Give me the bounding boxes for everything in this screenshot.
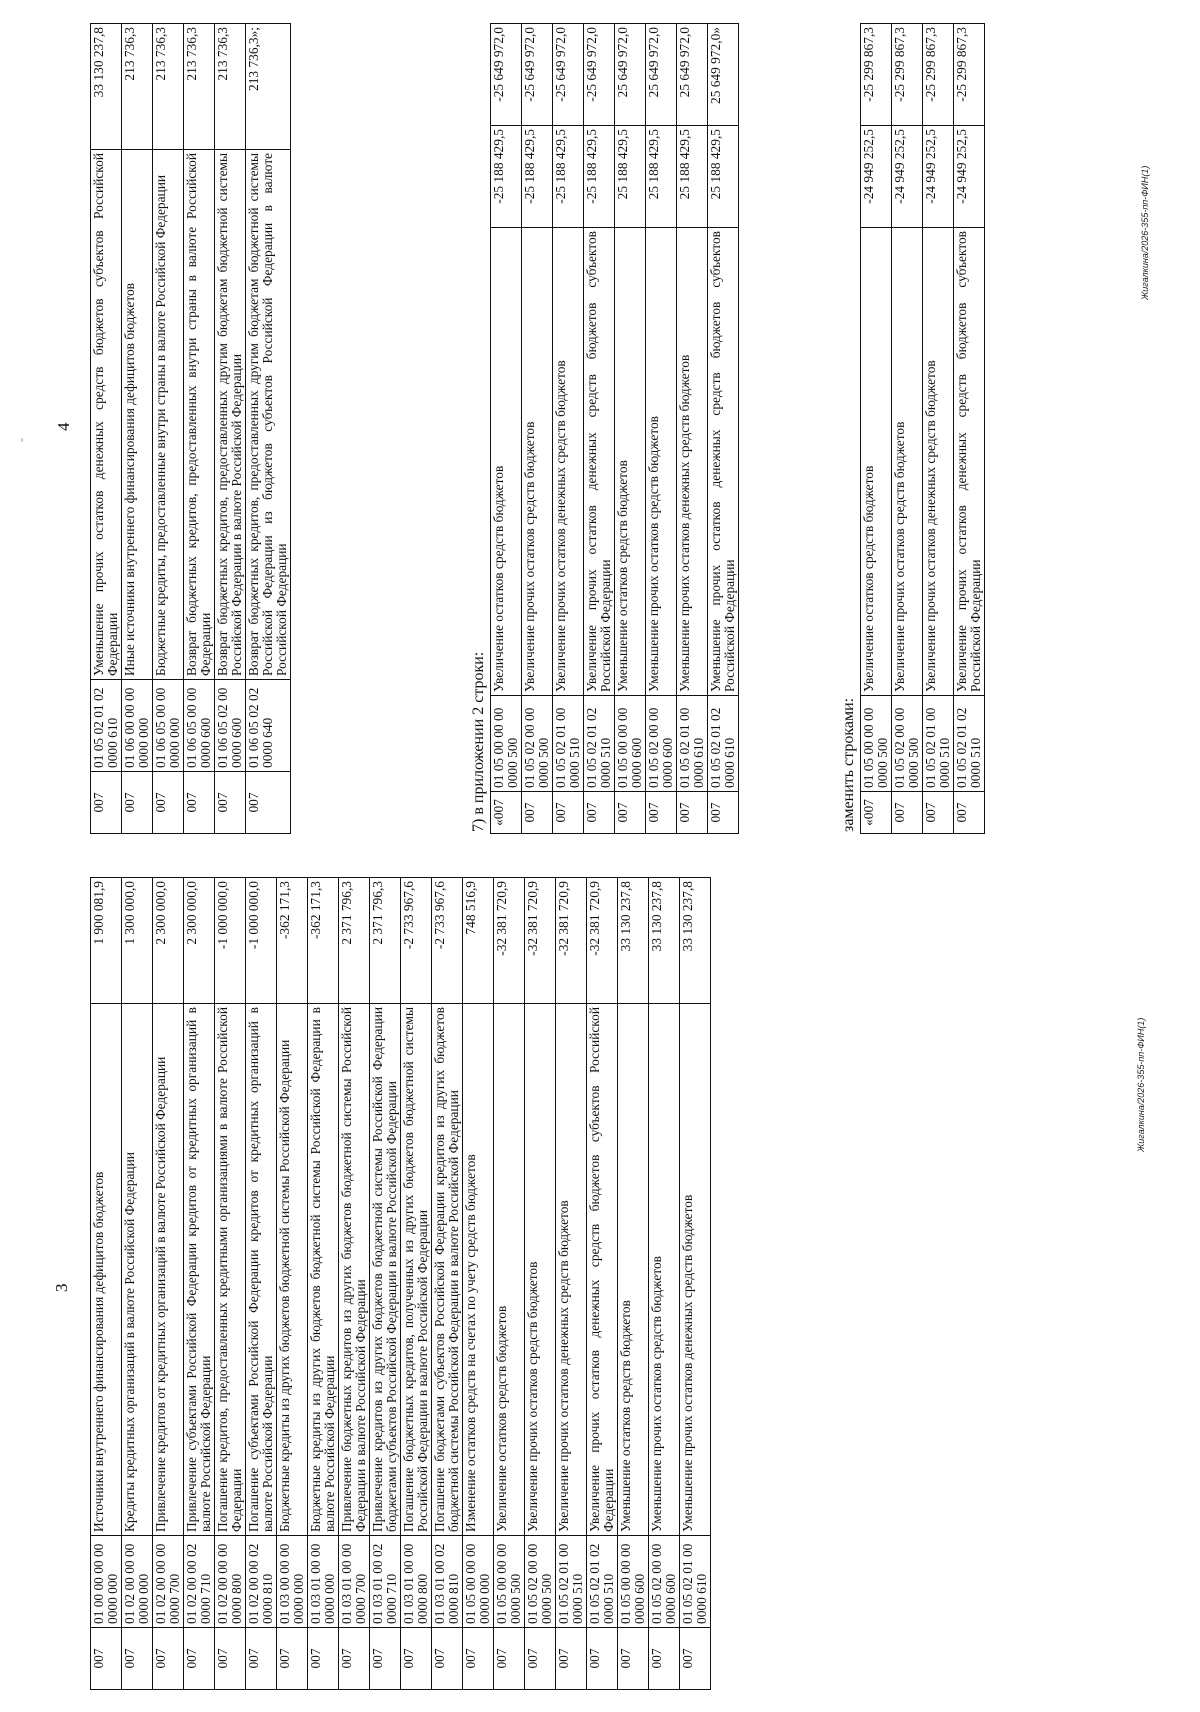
budget-code-cell: 01 03 00 00 00 0000 000: [277, 1536, 308, 1628]
amount-cell: 33 130 237,8: [680, 878, 711, 1004]
table-row: [153, 24, 184, 834]
table-row: [584, 24, 615, 834]
budget-code-cell: 01 03 01 00 00 0000 700: [339, 1536, 370, 1628]
budget-code-cell: 01 05 02 01 00 0000 610: [680, 1536, 711, 1628]
table-row: [677, 24, 708, 834]
table-row: [556, 878, 587, 1690]
description-cell: Возврат бюджетных кредитов, предоставленных другим бюджетам бюджетной системы Российской Федерации в валюте Российской Федерации: [215, 150, 246, 680]
amount-cell: 748 516,9: [463, 878, 494, 1004]
budget-code-cell: 01 05 02 00 00 0000 500: [522, 696, 553, 792]
table-row: [91, 878, 122, 1690]
amount-cell-year-1: 25 188 429,5: [708, 126, 739, 228]
amount-cell: -32 381 720,9: [525, 878, 556, 1004]
amount-cell: -2 733 967,6: [432, 878, 463, 1004]
description-cell: Увеличение прочих остатков средств бюджетов: [892, 228, 923, 696]
description-cell: Источники внутреннего финансирования дефицитов бюджетов: [91, 1004, 122, 1536]
amount-cell-year-1: -25 188 429,5: [522, 126, 553, 228]
budget-code-cell: 01 05 00 00 00 0000 600: [618, 1536, 649, 1628]
table-row: [708, 24, 739, 834]
budget-code-cell: 01 02 00 00 02 0000 810: [246, 1536, 277, 1628]
amount-cell-year-2: -25 649 972,0: [553, 24, 584, 126]
amount-cell: 33 130 237,8: [618, 878, 649, 1004]
amount-cell-year-1: -24 949 252,5: [892, 126, 923, 228]
page-number: 3: [52, 1283, 71, 1292]
amount-cell: 33 130 237,8: [649, 878, 680, 1004]
admin-code-cell: 007: [184, 772, 215, 834]
admin-code-cell: 007: [680, 1628, 711, 1690]
budget-code-cell: 01 05 00 00 00 0000 600: [615, 696, 646, 792]
table-row: [308, 878, 339, 1690]
amount-cell-year-2: 25 649 972,0: [615, 24, 646, 126]
description-cell: Возврат бюджетных кредитов, предоставленных внутри страны в валюте Российской Федерации: [184, 150, 215, 680]
description-cell: Погашение бюджетных кредитов, полученных из других бюджетов бюджетной системы Российской Федерации в валюте Российской Федерации: [401, 1004, 432, 1536]
description-cell: Увеличение прочих остатков денежных средств бюджетов субъектов Российской Федерации: [954, 228, 985, 696]
amount-cell: 213 736,3: [215, 24, 246, 150]
admin-code-cell: 007: [401, 1628, 432, 1690]
budget-code-cell: 01 05 00 00 00 0000 000: [463, 1536, 494, 1628]
description-cell: Привлечение субъектами Российской Федерации кредитов от кредитных организаций в валюте Российской Федерации: [184, 1004, 215, 1536]
budget-code-cell: 01 05 02 00 00 0000 600: [649, 1536, 680, 1628]
description-cell: Увеличение остатков средств бюджетов: [491, 228, 522, 696]
table-row: [153, 878, 184, 1690]
description-cell: Погашение бюджетами субъектов Российской Федерации кредитов из других бюджетов бюджетной системы Российской Федерации в валюте Российской Федерации: [432, 1004, 463, 1536]
table-row: [892, 24, 923, 834]
description-cell: Погашение кредитов, предоставленных кредитными организациями в валюте Российской Федерации: [215, 1004, 246, 1536]
amount-cell-year-1: -25 188 429,5: [491, 126, 522, 228]
appendix-2-old-rows-table: [490, 23, 739, 834]
description-cell: Увеличение прочих остатков средств бюджетов: [522, 228, 553, 696]
admin-code-cell: 007: [215, 1628, 246, 1690]
description-cell: Уменьшение прочих остатков денежных средств бюджетов субъектов Российской Федерации: [708, 228, 739, 696]
budget-code-cell: 01 05 02 01 02 0000 610: [91, 680, 122, 772]
admin-code-cell: 007: [91, 1628, 122, 1690]
admin-code-cell: 007: [122, 1628, 153, 1690]
table-row: [122, 24, 153, 834]
amount-cell-year-2: -25 299 867,3: [861, 24, 892, 126]
budget-code-cell: 01 05 02 00 00 0000 600: [646, 696, 677, 792]
amount-cell-year-2: 25 649 972,0: [677, 24, 708, 126]
description-cell: Погашение субъектами Российской Федерации кредитов от кредитных организаций в валюте Российской Федерации: [246, 1004, 277, 1536]
admin-code-cell: 007: [954, 792, 985, 834]
description-cell: Бюджетные кредиты из других бюджетов бюджетной системы Российской Федерации: [277, 1004, 308, 1536]
admin-code-cell: 007: [584, 792, 615, 834]
budget-code-cell: 01 05 00 00 00 0000 500: [861, 696, 892, 792]
table-row: [618, 878, 649, 1690]
admin-code-cell: 007: [246, 1628, 277, 1690]
amount-cell: -1 000 000,0: [246, 878, 277, 1004]
table-row: [215, 24, 246, 834]
admin-code-cell: 007: [215, 772, 246, 834]
table-row: [646, 24, 677, 834]
budget-code-cell: 01 06 05 02 00 0000 600: [215, 680, 246, 772]
budget-code-cell: 01 05 00 00 00 0000 500: [491, 696, 522, 792]
amount-cell-year-2: -25 299 867,3: [923, 24, 954, 126]
table-row: [680, 878, 711, 1690]
description-cell: Увеличение прочих остатков денежных средств бюджетов: [553, 228, 584, 696]
description-cell: Уменьшение прочих остатков денежных средств бюджетов: [680, 1004, 711, 1536]
description-cell: Увеличение прочих остатков денежных средств бюджетов: [923, 228, 954, 696]
admin-code-cell: 007: [618, 1628, 649, 1690]
description-cell: Уменьшение прочих остатков денежных средств бюджетов: [677, 228, 708, 696]
admin-code-cell: 007: [553, 792, 584, 834]
admin-code-cell: 007: [153, 1628, 184, 1690]
table-row: [494, 878, 525, 1690]
table-row: [861, 24, 892, 834]
amount-cell: -32 381 720,9: [494, 878, 525, 1004]
table-row: [184, 878, 215, 1690]
table-row: [525, 878, 556, 1690]
admin-code-cell: 007: [308, 1628, 339, 1690]
budget-code-cell: 01 05 02 00 00 0000 500: [525, 1536, 556, 1628]
amount-cell: 213 736,3: [122, 24, 153, 150]
admin-code-cell: 007: [649, 1628, 680, 1690]
amount-cell-year-2: 25 649 972,0»: [708, 24, 739, 126]
table-row: [246, 878, 277, 1690]
admin-code-cell: 007: [923, 792, 954, 834]
amount-cell: 213 736,3»;: [246, 24, 291, 150]
budget-code-cell: 01 03 01 00 02 0000 710: [370, 1536, 401, 1628]
admin-code-cell: 007: [556, 1628, 587, 1690]
table-row: [954, 24, 985, 834]
budget-code-cell: 01 05 02 01 02 0000 510: [954, 696, 985, 792]
amount-cell-year-1: -25 188 429,5: [553, 126, 584, 228]
scan-mark: -: [14, 438, 28, 442]
description-cell: Уменьшение прочих остатков средств бюджетов: [646, 228, 677, 696]
amount-cell: -32 381 720,9: [587, 878, 618, 1004]
amount-cell-year-1: 25 188 429,5: [615, 126, 646, 228]
description-cell: Кредиты кредитных организаций в валюте Российской Федерации: [122, 1004, 153, 1536]
table-row: [587, 878, 618, 1690]
description-cell: Бюджетные кредиты, предоставленные внутри страны в валюте Российской Федерации: [153, 150, 184, 680]
amount-cell-year-2: -25 649 972,0: [491, 24, 522, 126]
amount-cell-year-2: -25 299 867,3: [892, 24, 923, 126]
admin-code-cell: «007: [491, 792, 522, 834]
table-row: [246, 24, 291, 834]
amount-cell-year-1: -24 949 252,5: [954, 126, 985, 228]
amount-cell-year-1: -25 188 429,5: [584, 126, 615, 228]
budget-code-cell: 01 06 00 00 00 0000 000: [122, 680, 153, 772]
table-row: [522, 24, 553, 834]
sources-table-page-3: [90, 877, 711, 1690]
budget-code-cell: 01 02 00 00 02 0000 710: [184, 1536, 215, 1628]
admin-code-cell: 007: [339, 1628, 370, 1690]
table-row: [91, 24, 122, 834]
table-row: [122, 878, 153, 1690]
description-cell: Уменьшение остатков средств бюджетов: [615, 228, 646, 696]
description-cell: Увеличение прочих остатков средств бюджетов: [525, 1004, 556, 1536]
replacement-caption: заменить строками:: [840, 697, 857, 832]
admin-code-cell: 007: [463, 1628, 494, 1690]
table-row: [615, 24, 646, 834]
description-cell: Уменьшение остатков средств бюджетов: [618, 1004, 649, 1536]
table-row: [215, 878, 246, 1690]
amount-cell-year-1: -24 949 252,5: [861, 126, 892, 228]
amount-cell: 2 300 000,0: [153, 878, 184, 1004]
amount-cell: -1 000 000,0: [215, 878, 246, 1004]
table-row: [491, 24, 522, 834]
admin-code-cell: 007: [677, 792, 708, 834]
amount-cell: 2 300 000,0: [184, 878, 215, 1004]
amount-cell-year-2: 25 649 972,0: [646, 24, 677, 126]
table-row: [370, 878, 401, 1690]
budget-code-cell: 01 05 02 01 00 0000 510: [556, 1536, 587, 1628]
budget-code-cell: 01 06 05 00 00 0000 000: [153, 680, 184, 772]
admin-code-cell: 007: [892, 792, 923, 834]
description-cell: Уменьшение прочих остатков денежных средств бюджетов субъектов Российской Федерации: [91, 150, 122, 680]
budget-code-cell: 01 03 01 00 02 0000 810: [432, 1536, 463, 1628]
amendment-caption: 7) в приложении 2 строки:: [470, 651, 487, 832]
budget-code-cell: 01 05 00 00 00 0000 500: [494, 1536, 525, 1628]
budget-code-cell: 01 03 01 00 00 0000 000: [308, 1536, 339, 1628]
budget-code-cell: 01 00 00 00 00 0000 000: [91, 1536, 122, 1628]
amount-cell: 213 736,3: [153, 24, 184, 150]
admin-code-cell: 007: [432, 1628, 463, 1690]
page-3: [0, 856, 1200, 1712]
budget-code-cell: 01 05 02 00 00 0000 500: [892, 696, 923, 792]
amount-cell: -362 171,3: [308, 878, 339, 1004]
amount-cell-year-1: 25 188 429,5: [646, 126, 677, 228]
admin-code-cell: 007: [91, 772, 122, 834]
budget-code-cell: 01 05 02 01 00 0000 510: [553, 696, 584, 792]
admin-code-cell: 007: [122, 772, 153, 834]
description-cell: Привлечение бюджетных кредитов из других бюджетов бюджетной системы Российской Федерации в валюте Российской Федерации: [339, 1004, 370, 1536]
budget-code-cell: 01 02 00 00 00 0000 800: [215, 1536, 246, 1628]
appendix-2-new-rows-table: [860, 23, 985, 834]
budget-code-cell: 01 02 00 00 00 0000 000: [122, 1536, 153, 1628]
admin-code-cell: 007: [277, 1628, 308, 1690]
admin-code-cell: 007: [153, 772, 184, 834]
amount-cell: 1 300 000,0: [122, 878, 153, 1004]
amount-cell-year-2: -25 299 867,3: [954, 24, 985, 126]
admin-code-cell: 007: [370, 1628, 401, 1690]
description-cell: Бюджетные кредиты из других бюджетов бюджетной системы Российской Федерации в валюте Российской Федерации: [308, 1004, 339, 1536]
amount-cell: 33 130 237,8: [91, 24, 122, 150]
amount-cell: 2 371 796,3: [339, 878, 370, 1004]
description-cell: Привлечение кредитов от кредитных организаций в валюте Российской Федерации: [153, 1004, 184, 1536]
admin-code-cell: 007: [522, 792, 553, 834]
budget-code-cell: 01 06 05 02 02 0000 640: [246, 680, 291, 772]
description-cell: Увеличение остатков средств бюджетов: [494, 1004, 525, 1536]
budget-code-cell: 01 02 00 00 00 0000 700: [153, 1536, 184, 1628]
table-row: [184, 24, 215, 834]
admin-code-cell: 007: [494, 1628, 525, 1690]
amount-cell: 1 900 081,9: [91, 878, 122, 1004]
table-row: [649, 878, 680, 1690]
admin-code-cell: 007: [646, 792, 677, 834]
sources-table-page-4: [90, 23, 291, 834]
footer-doc-id: Жигалкина/2026-355-пп-ФИН(1): [1140, 165, 1150, 300]
description-cell: Иные источники внутреннего финансирования дефицитов бюджетов: [122, 150, 153, 680]
description-cell: Увеличение остатков средств бюджетов: [861, 228, 892, 696]
description-cell: Привлечение кредитов из других бюджетов бюджетной системы Российской Федерации бюджетами субъектов Российской Федерации в валюте Российской Федерации: [370, 1004, 401, 1536]
budget-code-cell: 01 05 02 01 02 0000 610: [708, 696, 739, 792]
table-row: [432, 878, 463, 1690]
table-row: [553, 24, 584, 834]
amount-cell-year-1: 25 188 429,5: [677, 126, 708, 228]
description-cell: Изменение остатков средств на счетах по учету средств бюджетов: [463, 1004, 494, 1536]
admin-code-cell: 007: [246, 772, 291, 834]
description-cell: Увеличение прочих остатков денежных средств бюджетов: [556, 1004, 587, 1536]
table-row: [401, 878, 432, 1690]
table-row: [339, 878, 370, 1690]
budget-code-cell: 01 05 02 01 00 0000 510: [923, 696, 954, 792]
description-cell: Возврат бюджетных кредитов, предоставленных другим бюджетам бюджетной системы Российской Федерации из бюджетов субъектов Российской Федерации в валюте Российской Федерации: [246, 150, 291, 680]
admin-code-cell: 007: [615, 792, 646, 834]
description-cell: Уменьшение прочих остатков средств бюджетов: [649, 1004, 680, 1536]
budget-code-cell: 01 05 02 01 02 0000 510: [587, 1536, 618, 1628]
admin-code-cell: 007: [525, 1628, 556, 1690]
budget-code-cell: 01 03 01 00 00 0000 800: [401, 1536, 432, 1628]
amount-cell: 213 736,3: [184, 24, 215, 150]
amount-cell: -2 733 967,6: [401, 878, 432, 1004]
budget-code-cell: 01 05 02 01 02 0000 510: [584, 696, 615, 792]
admin-code-cell: 007: [587, 1628, 618, 1690]
budget-code-cell: 01 06 05 00 00 0000 600: [184, 680, 215, 772]
admin-code-cell: 007: [708, 792, 739, 834]
budget-code-cell: 01 05 02 01 00 0000 610: [677, 696, 708, 792]
amount-cell: -362 171,3: [277, 878, 308, 1004]
footer-doc-id: Жигалкина/2026-355-пп-ФИН(1): [1136, 1017, 1146, 1152]
admin-code-cell: 007: [184, 1628, 215, 1690]
amount-cell-year-2: -25 649 972,0: [584, 24, 615, 126]
table-row: [923, 24, 954, 834]
table-row: [277, 878, 308, 1690]
admin-code-cell: «007: [861, 792, 892, 834]
amount-cell-year-1: -24 949 252,5: [923, 126, 954, 228]
page-number: 4: [54, 422, 73, 431]
amount-cell: 2 371 796,3: [370, 878, 401, 1004]
description-cell: Увеличение прочих остатков денежных средств бюджетов субъектов Российской Федерации: [584, 228, 615, 696]
table-row: [463, 878, 494, 1690]
description-cell: Увеличение прочих остатков денежных средств бюджетов субъектов Российской Федерации: [587, 1004, 618, 1536]
amount-cell: -32 381 720,9: [556, 878, 587, 1004]
amount-cell-year-2: -25 649 972,0: [522, 24, 553, 126]
